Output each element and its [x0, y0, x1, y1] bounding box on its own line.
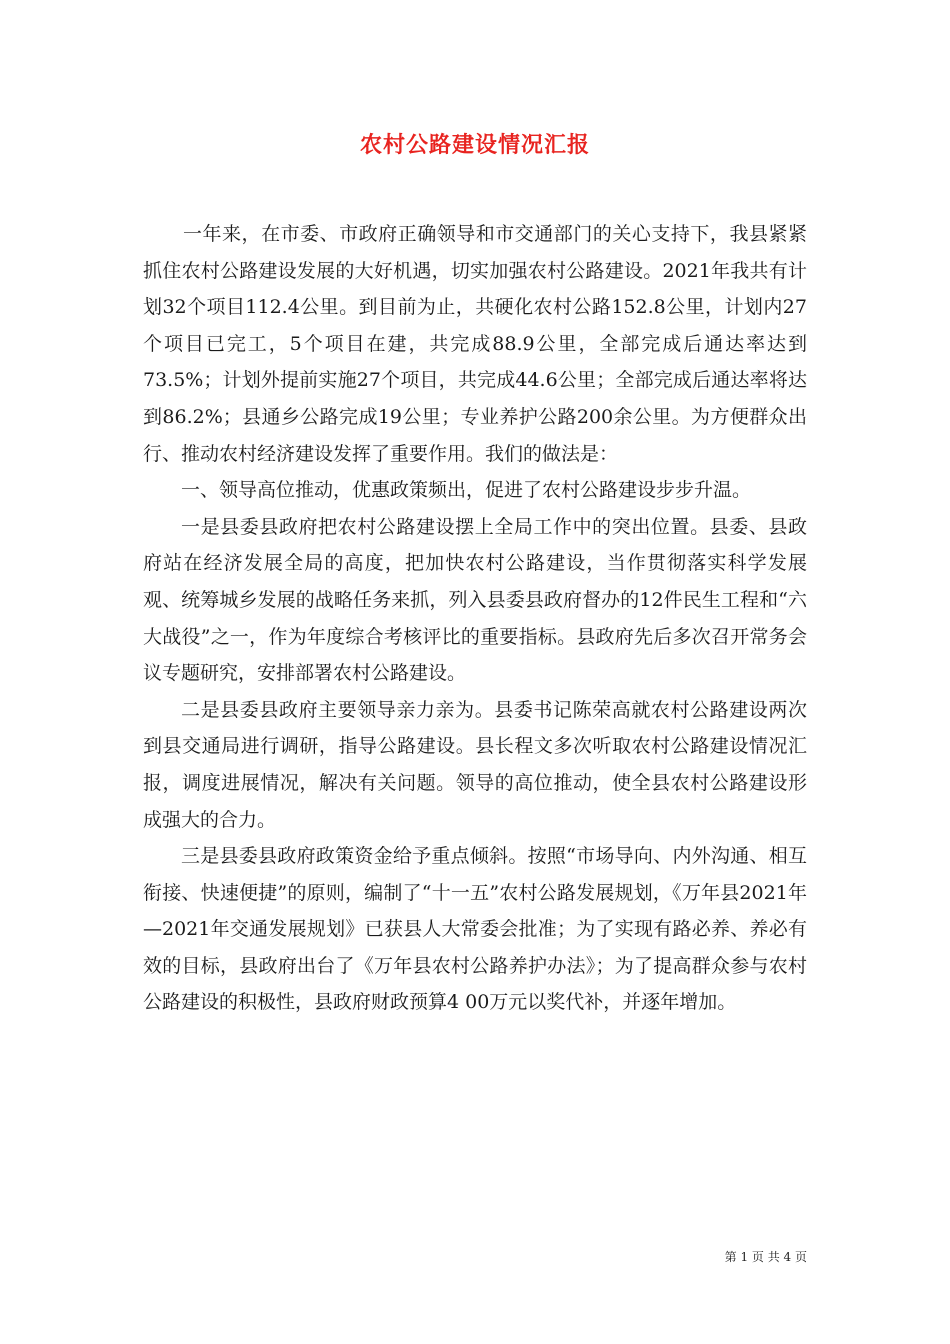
page-number-footer: 第 1 页 共 4 页 — [724, 1250, 807, 1264]
paragraph-point-two: 二是县委县政府主要领导亲力亲为。县委书记陈荣高就农村公路建设两次到县交通局进行调研，指导公路建设。县长程文多次听取农村公路建设情况汇报，调度进展情况，解决有关问题。领导的高位推动，使全县农村公路建设形成强大的合力。 — [143, 698, 807, 831]
document-title: 农村公路建设情况汇报 — [359, 132, 590, 158]
paragraph-point-one: 一是县委县政府把农村公路建设摆上全局工作中的突出位置。县委、县政府站在经济发展全局的高度，把加快农村公路建设，当作贯彻落实科学发展观、统筹城乡发展的战略任务来抓，列入县委县政府督办的12件民生工程和“六大战役”之一，作为年度综合考核评比的重要指标。县政府先后多次召开常务会议专题研究，安排部署农村公路建设。 — [143, 515, 807, 685]
paragraph-point-three: 三是县委县政府政策资金给予重点倾斜。按照“市场导向、内外沟通、相互衔接、快速便捷”的原则，编制了“十一五”农村公路发展规划，《万年县2021年—2021年交通发展规划》已获县人大常委会批准；为了实现有路必养、养必有效的目标，县政府出台了《万年县农村公路养护办法》；为了提高群众参与农村公路建设的积极性，县政府财政预算4 00万元以奖代补，并逐年增加。 — [143, 845, 807, 1014]
document-body — [143, 216, 807, 1021]
paragraph-intro: 一年来，在市委、市政府正确领导和市交通部门的关心支持下，我县紧紧抓住农村公路建设发展的大好机遇，切实加强农村公路建设。2021年我共有计划32个项目112.4公里。到目前为止，共硬化农村公路152.8公里，计划内27个项目已完工，5个项目在建，共完成88.9公里，全部完成后通达率达到73.5%；计划外提前实施27个项目，共完成44.6公里；全部完成后通达率将达到86.2%；县通乡公路完成19公里；专业养护公路200余公里。为方便群众出行、推动农村经济建设发挥了重要作用。我们的做法是： — [143, 223, 807, 465]
paragraph-section-heading: 一、领导高位推动，优惠政策频出，促进了农村公路建设步步升温。 — [181, 479, 752, 502]
